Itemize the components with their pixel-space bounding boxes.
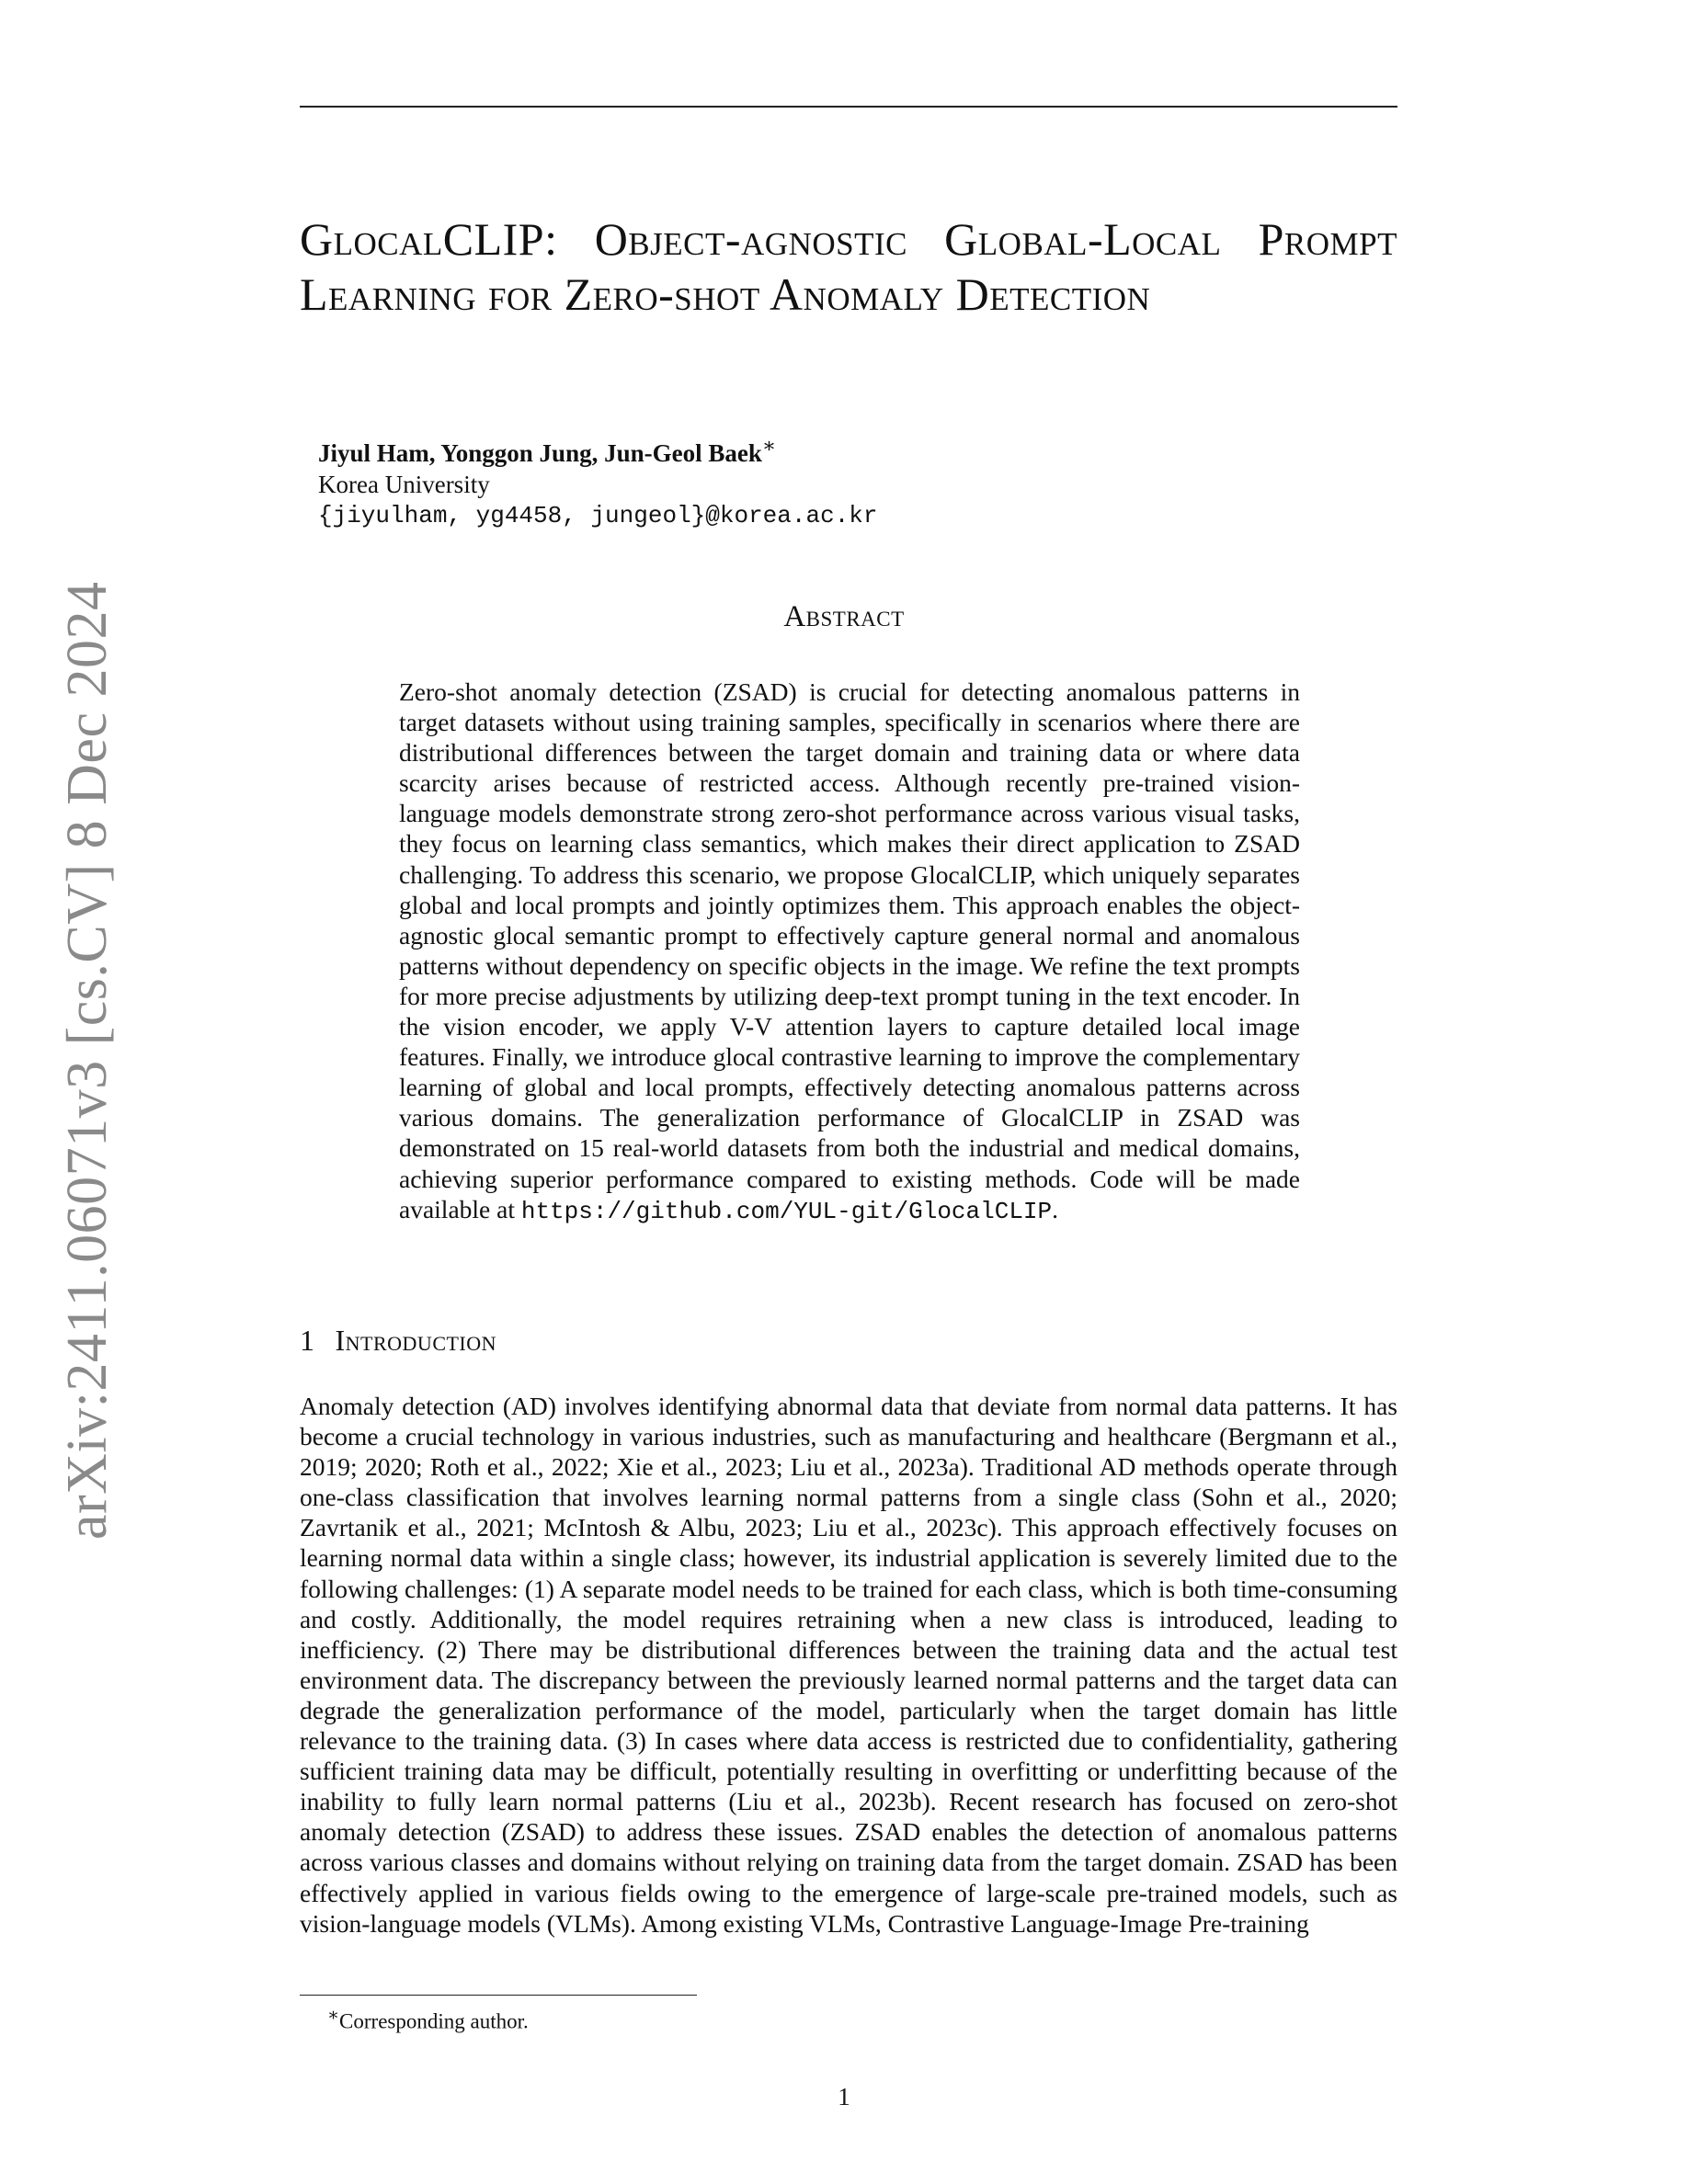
section-title: Introduction [335,1324,497,1357]
section-number: 1 [300,1324,315,1357]
top-rule [300,106,1397,108]
paper-title: GlocalCLIP: Object-agnostic Global-Local Prompt Learning for Zero-shot Anomaly Detection [300,213,1397,320]
arxiv-stamp: arXiv:2411.06071v3 [cs.CV] 8 Dec 2024 [56,581,119,1540]
affiliation: Korea University [318,471,490,498]
author-block [318,430,1329,531]
footnote-rule [300,1995,697,1996]
footnote-text: Corresponding author. [339,2009,529,2033]
footnote-mark: ∗ [327,2006,340,2025]
corresponding-mark: ∗ [761,434,777,457]
abstract-heading: Abstract [783,600,905,633]
footnote [327,2002,529,2036]
author-email[interactable]: {jiyulham, yg4458, jungeol}@korea.ac.kr [318,502,878,529]
abstract-end-punct: . [1052,1194,1059,1223]
code-link[interactable]: https://github.com/YUL-git/GlocalCLIP [520,1197,1053,1225]
abstract-text: Zero-shot anomaly detection (ZSAD) is crucial for detecting anomalous patterns in target datasets without using training samples, specifically in scenarios where there are distributional differences between the target domain and training data or where data scarcity arises because of restricted access. Although recently pre-trained vision-language models demonstrate strong zero-shot performance across various visual tasks, they focus on learning class semantics, which makes their direct application to ZSAD challenging. To address this scenario, we propose GlocalCLIP, which uniquely separates global and local prompts and jointly optimizes them. This approach enables the object-agnostic glocal semantic prompt to effectively capture general normal and anomalous patterns without dependency on specific objects in the image. We refine the text prompts for more precise adjustments by utilizing deep-text prompt tuning in the text encoder. In the vision encoder, we apply V-V attention layers to capture detailed local image features. Finally, we introduce glocal contrastive learning to improve the complementary learning of global and local prompts, effectively detecting anomalous patterns across various domains. The generalization performance of GlocalCLIP in ZSAD was demonstrated on 15 real-world datasets from both the industrial and medical domains, achieving superior performance compared to existing methods. Code will be made available at [399,677,1300,1223]
section-heading-introduction [300,1324,496,1358]
page-number: 1 [838,2083,850,2110]
abstract-body [399,677,1300,1227]
introduction-body: Anomaly detection (AD) involves identifying abnormal data that deviate from normal data patterns. It has become a crucial technology in various industries, such as manufacturing and healthcare (Bergmann et al., 2019; 2020; Roth et al., 2022; Xie et al., 2023; Liu et al., 2023a). Traditional AD methods operate through one-class classification that involves learning normal patterns from a single class (Sohn et al., 2020; Zavrtanik et al., 2021; McIntosh & Albu, 2023; Liu et al., 2023c). This approach effectively focuses on learning normal data within a single class; however, its industrial application is severely limited due to the following challenges: (1) A separate model needs to be trained for each class, which is both time-consuming and costly. Additionally, the model requires retraining when a new class is introduced, leading to inefficiency. (2) There may be distributional differences between the training data and the actual test environment data. The discrepancy between the previously learned normal patterns and the target data can degrade the generalization performance of the model, particularly when the target domain has little relevance to the training data. (3) In cases where data access is restricted due to confidentiality, gathering sufficient training data may be difficult, potentially resulting in overfitting or underfitting because of the inability to fully learn normal patterns (Liu et al., 2023b). Recent research has focused on zero-shot anomaly detection (ZSAD) to address these issues. ZSAD enables the detection of anomalous patterns across various classes and domains without relying on training data from the target domain. ZSAD has been effectively applied in various fields owing to the emergence of large-scale pre-trained models, such as vision-language models (VLMs). Among existing VLMs, Contrastive Language-Image Pre-training [300,1392,1397,1938]
author-names: Jiyul Ham, Yonggon Jung, Jun-Geol Baek [318,439,762,467]
author-names-line [318,430,1329,469]
